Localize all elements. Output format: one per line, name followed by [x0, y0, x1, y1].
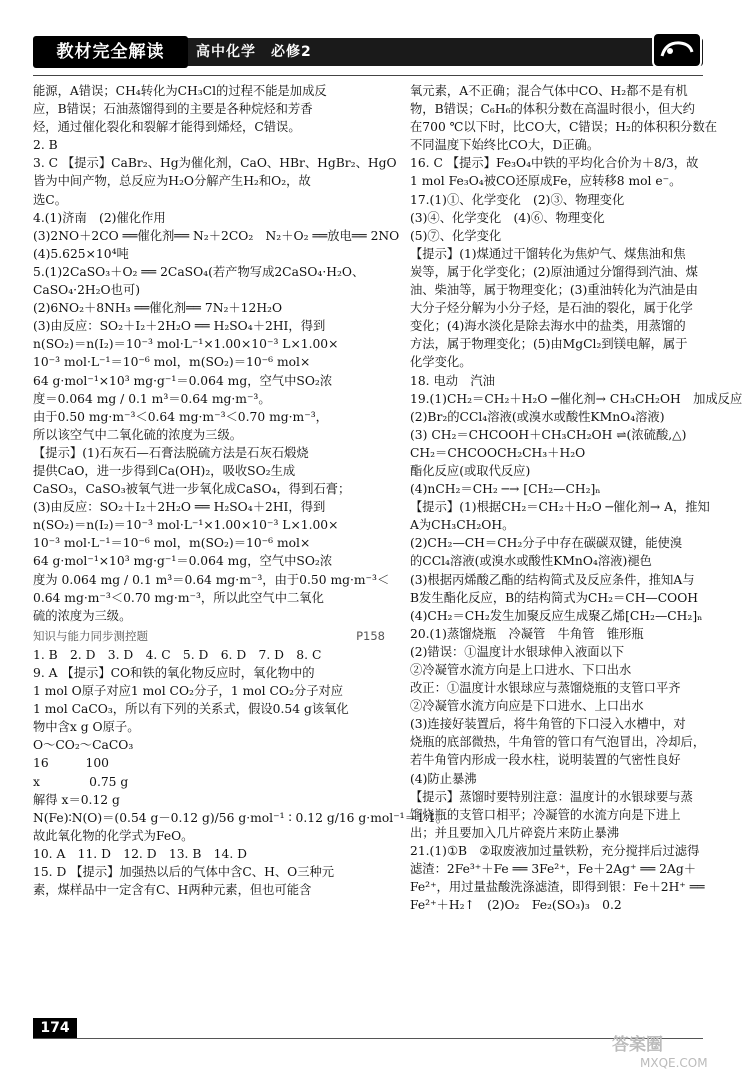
text-line: (3)2NO＋2CO ══催化剂══ N₂＋2CO₂ N₂＋O₂ ══放电══ 2NO	[33, 228, 400, 243]
text-line: (4)防止暴沸	[410, 771, 477, 786]
text-line: 选C。	[33, 192, 68, 207]
text-line: O～CO₂～CaCO₃	[33, 738, 134, 753]
text-line: 烃，通过催化裂化和裂解才能得到烯烃，C错误。	[33, 120, 301, 135]
footer-rule	[33, 1038, 703, 1039]
text-line: 滤渣：2Fe³⁺＋Fe ══ 3Fe²⁺，Fe＋2Ag⁺ ══ 2Ag＋	[410, 862, 697, 877]
right-answers	[410, 82, 743, 914]
text-line: Fe²⁺＋H₂↑ (2)O₂ Fe₂(SO₃)₃ 0.2	[410, 898, 622, 913]
book-title: 教材完全解读	[33, 36, 188, 68]
watermark-logo: 答案圈	[612, 1035, 663, 1055]
text-line: 若牛角管内形成一段水柱，说明装置的气密性良好	[410, 753, 681, 768]
text-line: 5.(1)2CaSO₃＋O₂ ══ 2CaSO₄(若产物写成2CaSO₄·H₂O、	[33, 264, 365, 279]
text-line: (3)由反应：SO₂＋I₂＋2H₂O ══ H₂SO₄＋2HI，得到	[33, 319, 326, 334]
text-line: 化学变化。	[410, 355, 472, 370]
text-line: 1. B 2. D 3. D 4. C 5. D 6. D 7. D 8. C	[33, 647, 322, 662]
text-line: 度为 0.064 mg / 0.1 m³＝0.64 mg·m⁻³，由于0.50 mg·m⁻³＜	[33, 572, 390, 587]
left-answers	[33, 82, 400, 625]
text-line: 出；并且要加入几片碎瓷片来防止暴沸	[410, 825, 620, 840]
text-line: 能源，A错误；CH₄转化为CH₃Cl的过程不能是加成反	[33, 84, 327, 98]
text-line: 解得 x＝0.12 g	[33, 792, 120, 807]
header-rule	[33, 75, 703, 76]
text-line: A为CH₃CH₂OH。	[410, 518, 515, 533]
text-line: 所以该空气中二氧化硫的浓度为三级。	[33, 427, 243, 442]
text-line: 物，B错误；C₆H₆的体积分数在高温时很小，但大约	[410, 102, 695, 117]
text-line: 16 100	[33, 756, 110, 771]
text-line: 3. C 【提示】CaBr₂、Hg为催化剂，CaO、HBr、HgBr₂、HgO	[33, 156, 397, 171]
text-line: 度＝0.064 mg / 0.1 m³＝0.64 mg·m⁻³。	[33, 391, 271, 406]
text-line: 10. A 11. D 12. D 13. B 14. D	[33, 846, 248, 861]
text-line: 的CCl₄溶液(或溴水或酸性KMnO₄溶液)褪色	[410, 554, 652, 569]
section-heading	[33, 627, 385, 645]
text-line: Fe²⁺，用过量盐酸洗涤滤渣，即得到银：Fe＋2H⁺ ══	[410, 880, 705, 895]
text-line: (3)④、化学变化 (4)⑥、物理变化	[410, 210, 605, 225]
text-line: 【提示】(1)根据CH₂＝CH₂＋H₂O ─催化剂→ A，推知	[410, 500, 710, 515]
text-line: (5)⑦、化学变化	[410, 228, 502, 243]
text-line: (2)6NO₂＋8NH₃ ══催化剂══ 7N₂＋12H₂O	[33, 301, 283, 316]
text-line: 15. D 【提示】加强热以后的气体中含C、H、O三种元	[33, 865, 335, 880]
text-line: 21.(1)①B ②取废液加过量铁粉，充分搅拌后过滤得	[410, 843, 700, 858]
text-line: n(SO₂)＝n(I₂)＝10⁻³ mol·L⁻¹×1.00×10⁻³ L×1.00×	[33, 518, 339, 533]
text-line: 【提示】蒸馏时要特别注意：温度计的水银球要与蒸	[410, 789, 693, 804]
text-line: 素，煤样品中一定含有C、H两种元素，但也可能含	[33, 883, 312, 898]
publisher-logo-icon	[652, 32, 702, 68]
page-number: 174	[33, 1018, 77, 1038]
text-line: 油、柴油等，属于物理变化；(3)重油转化为汽油是由	[410, 283, 698, 298]
text-line: 10⁻³ mol·L⁻¹＝10⁻⁶ mol，m(SO₂)＝10⁻⁶ mol×	[33, 536, 311, 551]
text-line: 1 mol O原子对应1 mol CO₂分子，1 mol CO₂分子对应	[33, 684, 344, 699]
text-line: 64 g·mol⁻¹×10³ mg·g⁻¹＝0.064 mg，空气中SO₂浓	[33, 554, 333, 569]
text-line: 2. B	[33, 138, 58, 153]
text-line: 应，B错误；石油蒸馏得到的主要是各种烷烃和芳香	[33, 102, 313, 117]
text-line: 炭等，属于化学变化；(2)原油通过分馏得到汽油、煤	[410, 264, 698, 279]
text-line: ②冷凝管水流方向应是下口进水、上口出水	[410, 699, 644, 714]
section-page-ref: P158	[356, 628, 385, 643]
text-line: 物中含x g O原子。	[33, 720, 140, 735]
text-line: 皆为中间产物，总反应为H₂O分解产生H₂和O₂，故	[33, 174, 311, 189]
text-line: 17.(1)①、化学变化 (2)③、物理变化	[410, 192, 625, 207]
text-line: (2)CH₂—CH＝CH₂分子中存在碳碳双键，能使溴	[410, 536, 683, 551]
text-line: ②冷凝管水流方向是上口进水、下口出水	[410, 663, 632, 677]
text-line: 由于0.50 mg·m⁻³＜0.64 mg·m⁻³＜0.70 mg·m⁻³，	[33, 409, 328, 424]
text-line: 方法，属于物理变化；(5)由MgCl₂到镁电解，属于	[410, 337, 688, 352]
section-label: 知识与能力同步测控题	[33, 628, 148, 643]
text-line: (2)Br₂的CCl₄溶液(或溴水或酸性KMnO₄溶液)	[410, 409, 665, 424]
text-line: 1 mol Fe₃O₄被CO还原成Fe，应转移8 mol e⁻。	[410, 174, 682, 189]
text-line: B发生酯化反应，B的结构简式为CH₂＝CH—COOH	[410, 590, 699, 605]
text-line: 氧元素，A不正确；混合气体中CO、H₂都不是有机	[410, 84, 688, 98]
text-line: 【提示】(1)煤通过干馏转化为焦炉气、煤焦油和焦	[410, 246, 686, 261]
text-line: 提供CaO，进一步得到Ca(OH)₂，吸收SO₂生成	[33, 463, 296, 478]
text-line: 大分子烃分解为小分子烃，是石油的裂化，属于化学	[410, 301, 693, 316]
text-line: 馏烧瓶的支管口相平；冷凝管的水流方向是下进上	[410, 807, 681, 822]
text-line: (3) CH₂＝CHCOOH＋CH₃CH₂OH ⇌(浓硫酸,△)	[410, 427, 687, 442]
text-line: 烧瓶的底部微热，牛角管的管口有气泡冒出，冷却后，	[410, 735, 706, 750]
text-line: 酯化反应(或取代反应)	[410, 463, 531, 478]
text-line: 18. 电动 汽油	[410, 373, 495, 388]
text-line: (4)CH₂＝CH₂发生加聚反应生成聚乙烯[CH₂—CH₂]ₙ	[410, 608, 703, 623]
text-line: CH₂＝CHCOOCH₂CH₃＋H₂O	[410, 445, 586, 460]
text-line: 故此氧化物的化学式为FeO。	[33, 828, 194, 843]
text-line: 不同温度下始终比CO大，D正确。	[410, 138, 600, 153]
text-line: 变化；(4)海水淡化是除去海水中的盐类，用蒸馏的	[410, 319, 686, 334]
text-line: 改正：①温度计水银球应与蒸馏烧瓶的支管口平齐	[410, 681, 681, 696]
text-line: (3)根据丙烯酸乙酯的结构简式及反应条件，推知A与	[410, 572, 695, 587]
text-line: x 0.75 g	[33, 774, 129, 789]
text-line: (3)由反应：SO₂＋I₂＋2H₂O ══ H₂SO₄＋2HI，得到	[33, 500, 326, 515]
text-line: (3)连接好装置后，将牛角管的下口浸入水槽中，对	[410, 717, 686, 732]
text-line: 0.64 mg·m⁻³＜0.70 mg·m⁻³，所以此空气中二氧化	[33, 590, 324, 605]
text-line: (4)5.625×10⁴吨	[33, 246, 129, 261]
text-line: 64 g·mol⁻¹×10³ mg·g⁻¹＝0.064 mg，空气中SO₂浓	[33, 373, 333, 388]
text-line: 20.(1)蒸馏烧瓶 冷凝管 牛角管 锥形瓶	[410, 626, 644, 641]
text-line: CaSO₃，CaSO₃被氧气进一步氧化成CaSO₄，得到石膏；	[33, 482, 351, 497]
subject-title: 高中化学 必修2	[196, 44, 312, 60]
text-line: 4.(1)济南 (2)催化作用	[33, 210, 166, 225]
text-line: 9. A 【提示】CO和铁的氧化物反应时，氧化物中的	[33, 666, 315, 680]
text-line: 16. C 【提示】Fe₃O₄中铁的平均化合价为＋8/3，故	[410, 156, 699, 171]
right-column	[410, 82, 743, 914]
page-header	[0, 0, 750, 78]
text-line: 1 mol CaCO₃，所以有下列的关系式，假设0.54 g该氧化	[33, 702, 349, 717]
text-line: 19.(1)CH₂＝CH₂＋H₂O ─催化剂→ CH₃CH₂OH 加成反应	[410, 391, 743, 406]
text-line: 硫的浓度为三级。	[33, 608, 132, 623]
text-line: 10⁻³ mol·L⁻¹＝10⁻⁶ mol，m(SO₂)＝10⁻⁶ mol×	[33, 355, 311, 370]
text-line: 在700 ℃以下时，比CO大，C错误；H₂的体积积分数在	[410, 120, 718, 135]
text-line: 【提示】(1)石灰石—石膏法脱硫方法是石灰石煅烧	[33, 445, 309, 460]
text-line: (4)nCH₂＝CH₂ ─→ [CH₂—CH₂]ₙ	[410, 482, 601, 497]
text-line: (2)错误：①温度计水银球伸入液面以下	[410, 644, 625, 659]
text-line: CaSO₄·2H₂O也可)	[33, 283, 141, 298]
text-line: n(SO₂)＝n(I₂)＝10⁻³ mol·L⁻¹×1.00×10⁻³ L×1.00×	[33, 337, 339, 352]
watermark-url: MXQE.COM	[640, 1056, 708, 1070]
text-line: N(Fe)∶N(O)＝(0.54 g－0.12 g)/56 g·mol⁻¹ ∶ 0.12 g/16 g·mol⁻¹＝1∶1。	[33, 810, 449, 825]
